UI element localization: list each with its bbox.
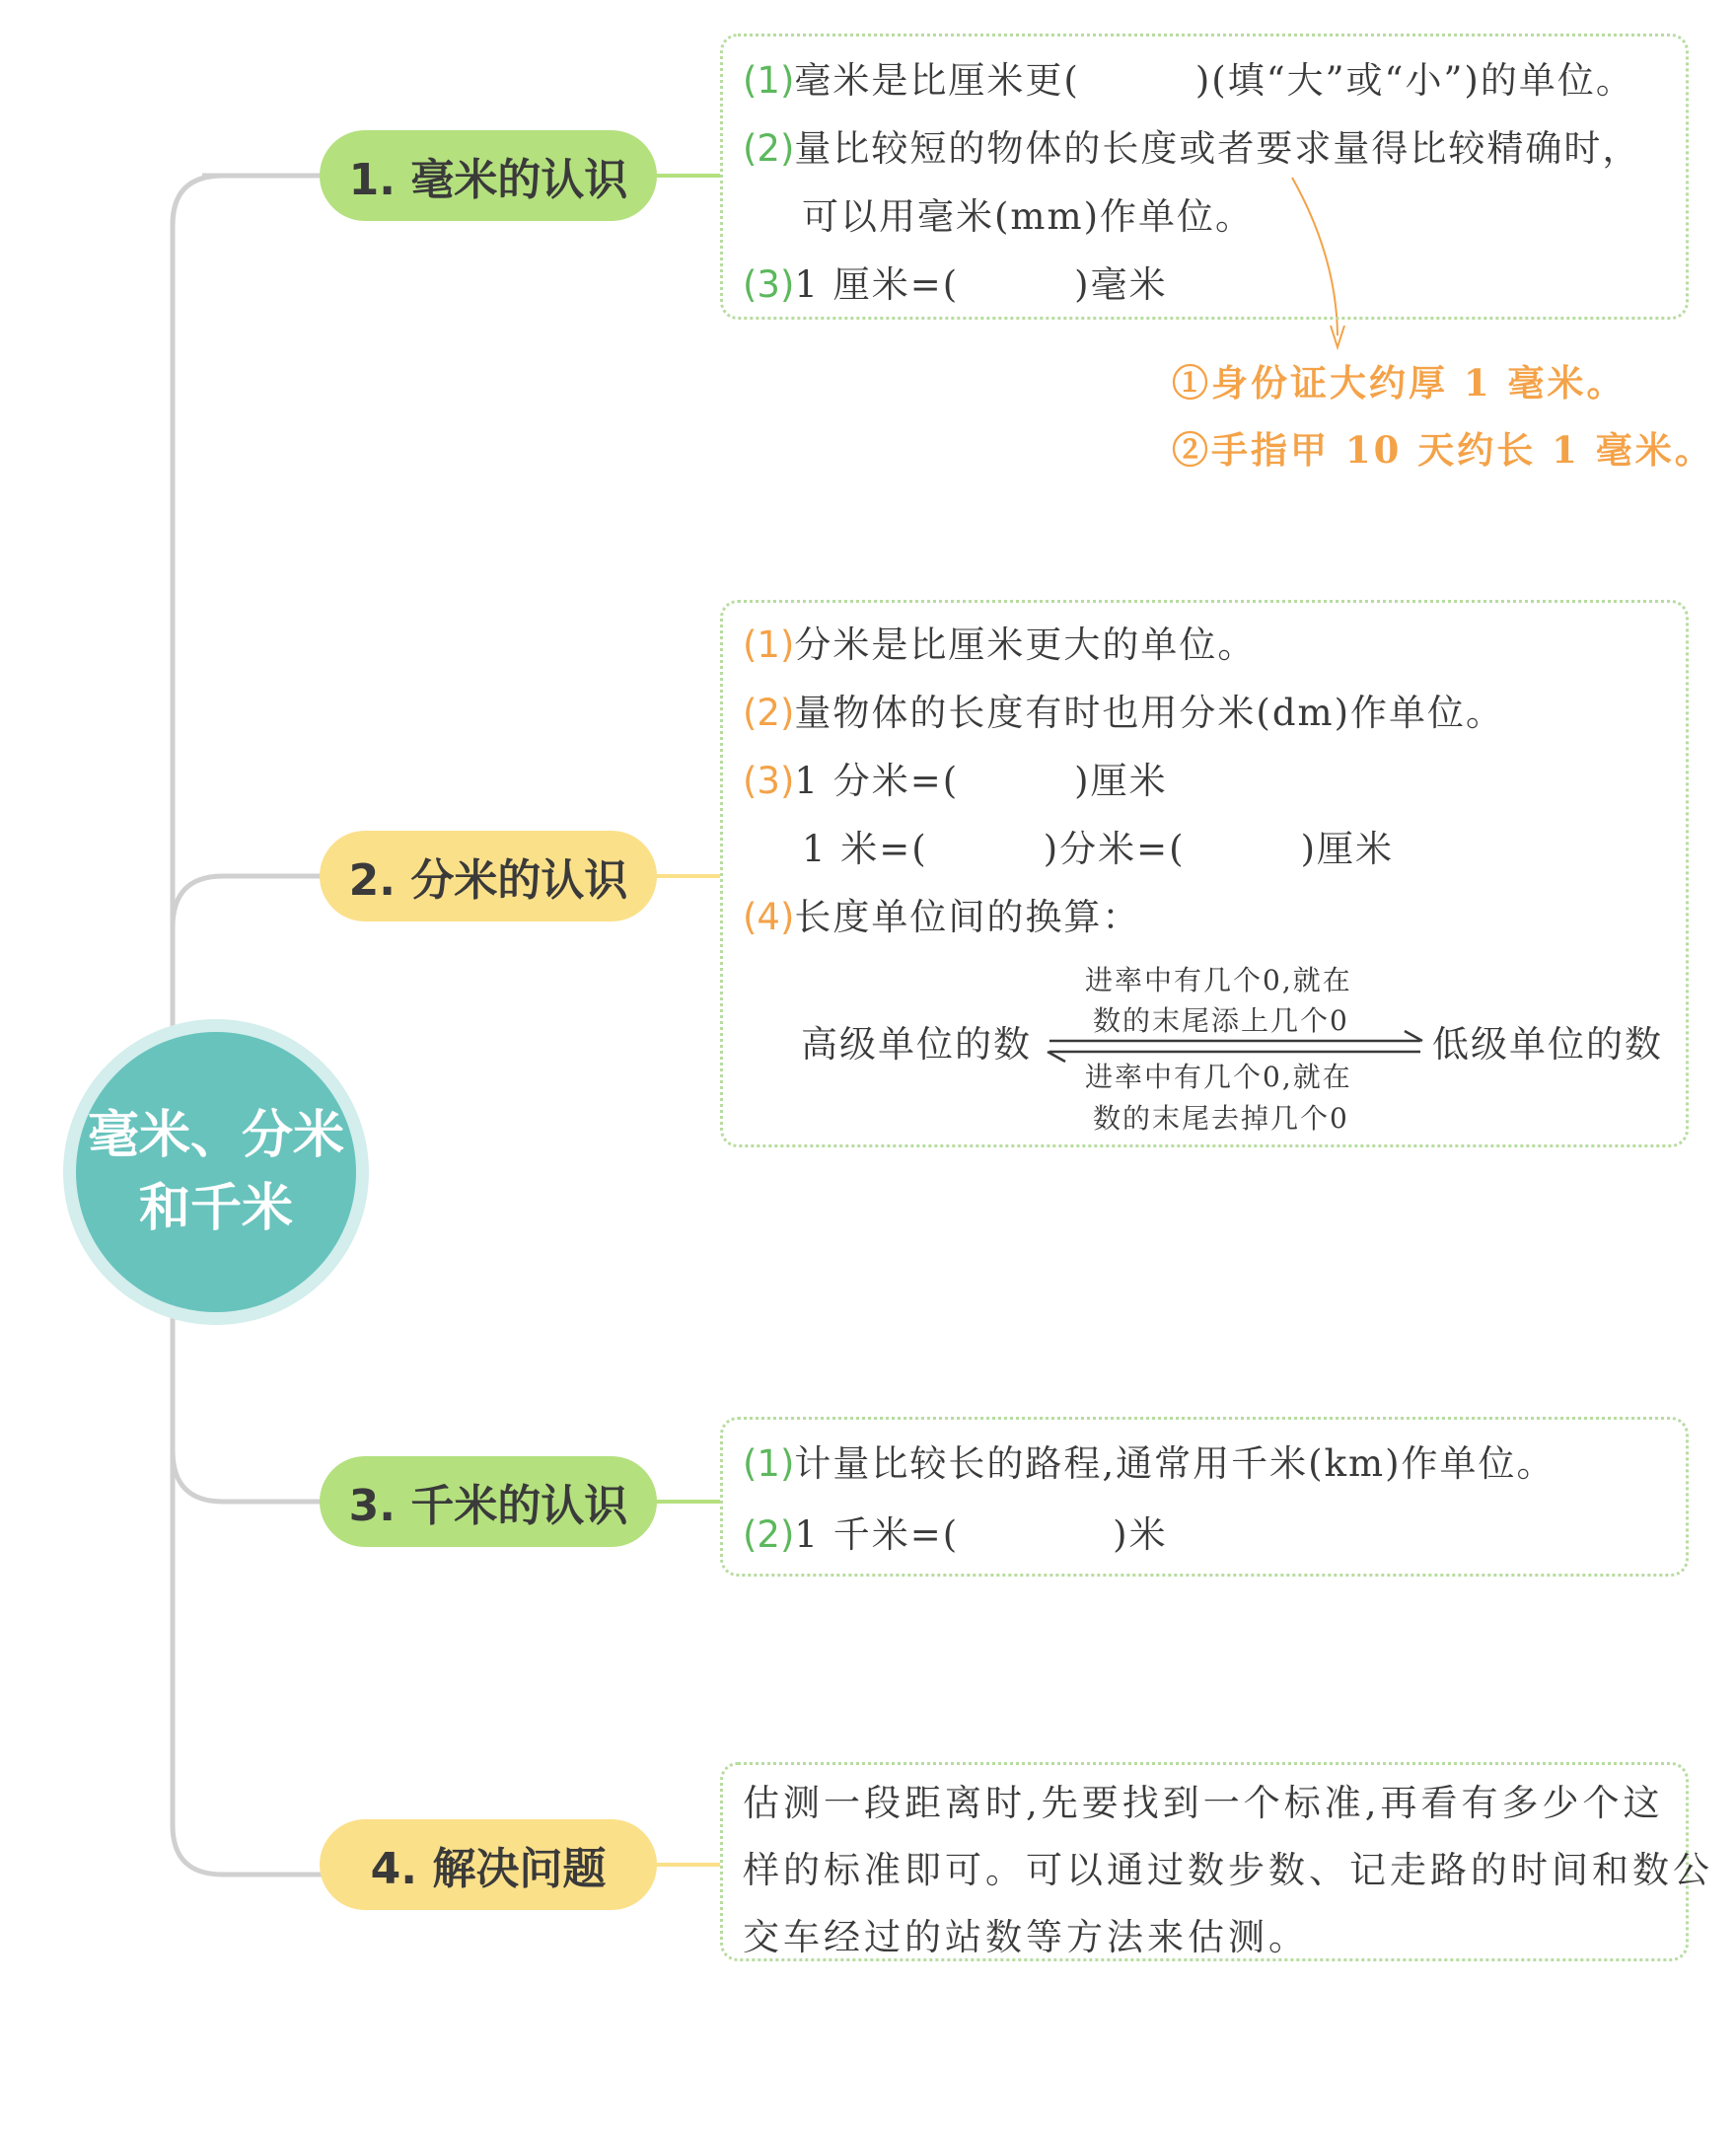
branch-line-2 (173, 876, 326, 927)
dm-item-1-text: 分米是比厘米更大的单位。 (794, 624, 1257, 666)
mm-item-2-cont: 可以用毫米(mm)作单位。 (802, 195, 1255, 238)
conversion-right-label: 低级单位的数 (1432, 1023, 1663, 1066)
mm-item-3-num: (3) (743, 263, 795, 306)
dm-item-4-text: 长度单位间的换算： (794, 896, 1141, 938)
conversion-top-line2: 数的末尾添上几个0 (1093, 1004, 1349, 1037)
mm-item-2-num: (2) (743, 127, 795, 170)
conversion-top-line1: 进率中有几个0,就在 (1085, 964, 1352, 996)
mm-item-3 (743, 260, 1168, 310)
center-node-inner (76, 1032, 356, 1312)
dm-item-3-text: 1 分米=( )厘米 (794, 760, 1168, 802)
dm-item-4-num: (4) (743, 896, 795, 938)
topic-solve (320, 1819, 657, 1910)
topic-dm-label: 2. 分米的认识 (348, 855, 628, 906)
km-item-2-num: (2) (743, 1513, 795, 1556)
dm-item-4 (743, 893, 1140, 942)
km-detail-box (720, 1417, 1689, 1577)
dm-item-2-num: (2) (743, 692, 795, 734)
topic-km (320, 1456, 657, 1547)
topic-dm (320, 831, 657, 921)
conversion-left-label: 高级单位的数 (801, 1023, 1032, 1066)
dm-item-2 (743, 689, 1504, 738)
branch-line-3 (173, 1450, 326, 1502)
km-item-1-num: (1) (743, 1442, 795, 1485)
topic-mm (320, 130, 657, 221)
mm-item-1-num: (1) (743, 59, 795, 102)
topic-mm-label: 1. 毫米的认识 (348, 155, 628, 205)
branch-line-1 (173, 176, 326, 225)
dm-item-2-text: 量物体的长度有时也用分米(dm)作单位。 (794, 692, 1505, 734)
dm-item-1 (743, 621, 1256, 670)
center-title-line2: 和千米 (138, 1179, 293, 1238)
topic-km-label: 3. 千米的认识 (348, 1481, 628, 1531)
dm-item-1-num: (1) (743, 624, 795, 666)
km-item-2 (743, 1510, 1168, 1560)
mm-item-3-text: 1 厘米=( )毫米 (794, 263, 1168, 306)
center-node (63, 1019, 369, 1325)
dm-item-3 (743, 757, 1168, 806)
mm-detail-box (720, 34, 1689, 320)
mm-item-1-text: 毫米是比厘米更( )(填“大”或“小”)的单位。 (794, 59, 1634, 102)
mm-note-2: ②手指甲 10 天约长 1 毫米。 (1172, 428, 1714, 472)
km-item-2-text: 1 千米=( )米 (794, 1513, 1168, 1556)
mm-item-2 (743, 124, 1640, 174)
solve-line-3: 交车经过的站数等方法来估测。 (743, 1916, 1309, 1958)
mm-note-1: ①身份证大约厚 1 毫米。 (1172, 361, 1627, 405)
dm-item-3-num: (3) (743, 760, 795, 802)
mm-item-1 (743, 56, 1634, 106)
conversion-bottom-line2: 数的末尾去掉几个0 (1093, 1102, 1349, 1135)
solve-line-1: 估测一段距离时,先要找到一个标准,再看有多少个这 (743, 1782, 1664, 1824)
solve-line-2: 样的标准即可。可以通过数步数、记走路的时间和数公 (743, 1849, 1713, 1891)
dm-item-3-cont: 1 米=( )分米=( )厘米 (802, 828, 1395, 870)
conversion-bottom-line1: 进率中有几个0,就在 (1085, 1061, 1352, 1093)
mm-item-2-text: 量比较短的物体的长度或者要求量得比较精确时， (794, 127, 1641, 170)
km-item-1-text: 计量比较长的路程,通常用千米(km)作单位。 (794, 1442, 1555, 1485)
topic-solve-label: 4. 解决问题 (370, 1844, 607, 1894)
center-title-line1: 毫米、分米 (87, 1106, 344, 1165)
km-item-1 (743, 1439, 1555, 1489)
solve-detail-box (720, 1762, 1713, 1961)
